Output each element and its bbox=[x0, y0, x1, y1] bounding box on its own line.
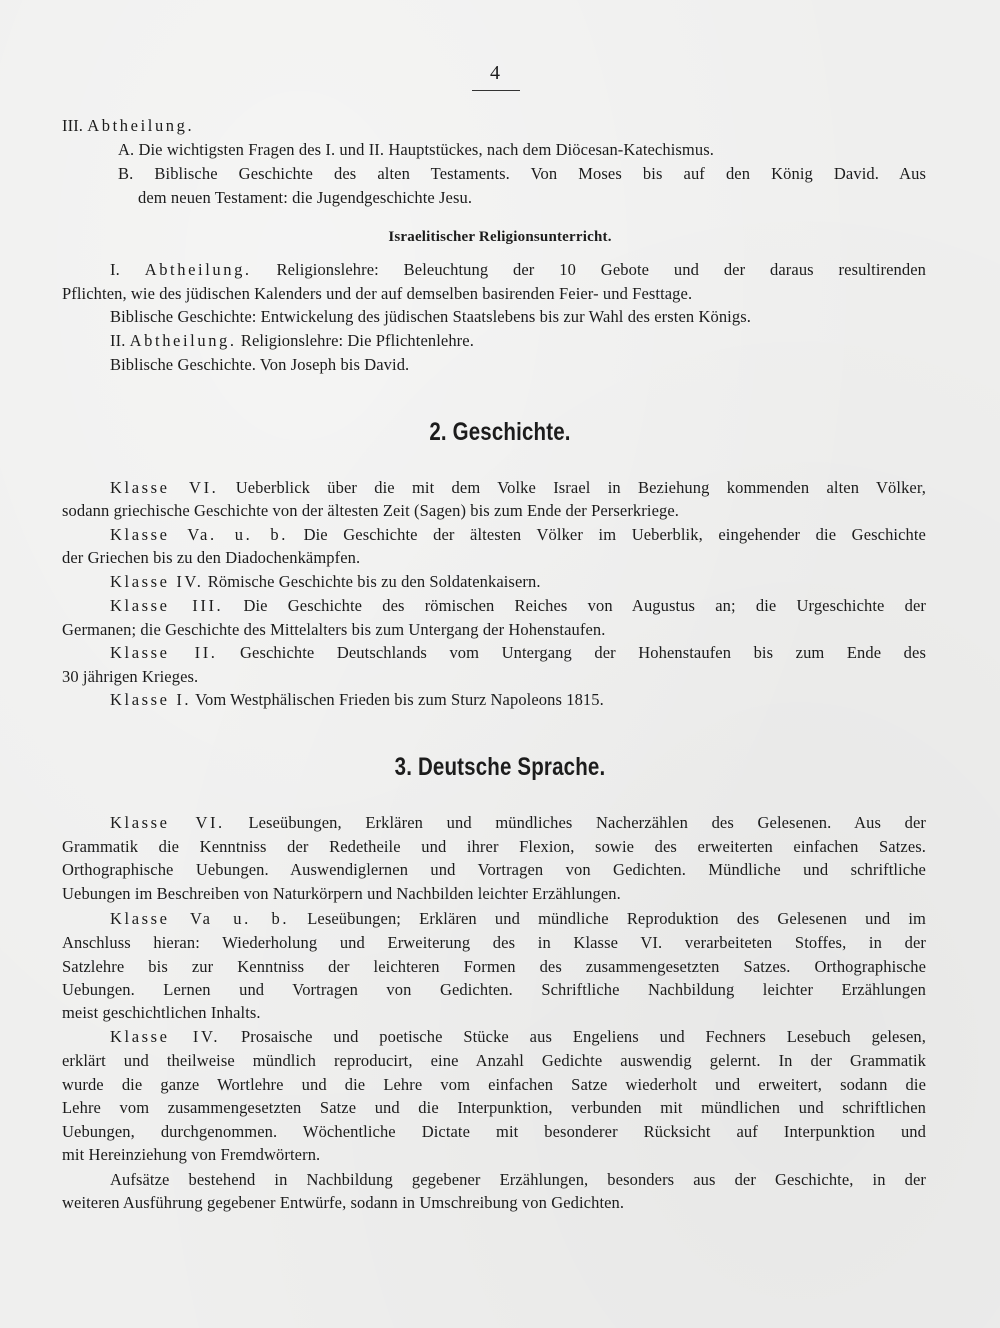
abtheilung-iii-heading bbox=[62, 116, 194, 136]
page-number-rule bbox=[472, 90, 520, 91]
abt2-word: Abtheilung. bbox=[129, 331, 237, 350]
geschichte-ii-line2: 30 jährigen Krieges. bbox=[62, 667, 199, 686]
geschichte-ii-line1 bbox=[110, 643, 926, 663]
entry-text: Römische Geschichte bis zu den Soldatenkaisern. bbox=[207, 572, 541, 591]
entry-text: Ueberblick über die mit dem Volke Israel in Beziehung kommenden alten Völker, bbox=[235, 478, 926, 497]
item-a-text: Die wichtigsten Fragen des I. und II. Hauptstückes, nach dem Diöcesan-Katechismus. bbox=[138, 140, 714, 159]
abtheilung-iii-roman: III. bbox=[62, 116, 84, 135]
klasse-label: Klasse VI. bbox=[110, 813, 225, 832]
klasse-label: Klasse I. bbox=[110, 690, 192, 709]
abtheilung-iii-item-b bbox=[118, 164, 926, 184]
entry-text: Prosaische und poetische Stücke aus Engeliens und Fechners Lesebuch gelesen, bbox=[240, 1027, 926, 1046]
israelite-abt1-line2: Pflichten, wie des jüdischen Kalenders und der auf demselben basirenden Feier- und Festtage. bbox=[62, 284, 693, 303]
geschichte-vi-line1 bbox=[110, 478, 926, 498]
geschichte-heading: 2. Geschichte. bbox=[429, 418, 571, 446]
klasse-label: Klasse VI. bbox=[110, 478, 219, 497]
abt1-word: Abtheilung. bbox=[144, 260, 252, 279]
entry-text: Geschichte Deutschlands vom Untergang der Hohenstaufen bis zum Ende des bbox=[240, 643, 926, 662]
geschichte-va-line2: der Griechen bis zu den Diadochenkämpfen. bbox=[62, 548, 361, 567]
abtheilung-iii-item-a bbox=[118, 140, 714, 160]
klasse-label: Klasse IV. bbox=[110, 572, 204, 591]
aufsaetze-line1: Aufsätze bestehend in Nachbildung gegebener Erzählungen, besonders aus der Geschichte, in der bbox=[110, 1170, 926, 1189]
entry-text: Leseübungen; Erklären und mündliche Reproduktion des Gelesenen und im bbox=[307, 909, 926, 928]
israelite-abt2-line2: Biblische Geschichte. Von Joseph bis David. bbox=[110, 355, 410, 374]
entry-text: Leseübungen, Erklären und mündliches Nacherzählen des Gelesenen. Aus der bbox=[248, 813, 926, 832]
entry-text: Die Geschichte der ältesten Völker im Ueberblik, eingehender die Geschichte bbox=[303, 525, 926, 544]
geschichte-i-line1 bbox=[110, 690, 604, 710]
deutsch-iv-line4: Lehre vom zusammengesetzten Satze und die Interpunktion, verbunden mit mündlichen und schriftlichen bbox=[62, 1098, 926, 1117]
deutsch-va-line3: Satzlehre bis zur Kenntniss der leichteren Formen des zusammengesetzten Satzes. Orthographische bbox=[62, 957, 926, 976]
geschichte-iv-line1 bbox=[110, 572, 541, 592]
item-b-marker: B. bbox=[118, 164, 134, 183]
deutsch-iv-line1 bbox=[110, 1027, 926, 1047]
geschichte-iii-line1 bbox=[110, 596, 926, 616]
abt1-roman: I. bbox=[110, 260, 120, 279]
abt1-line1-rest: Religionslehre: Beleuchtung der 10 Gebote und der daraus resultirenden bbox=[276, 260, 926, 279]
israelite-abt1-line3: Biblische Geschichte: Entwickelung des jüdischen Staatslebens bis zur Wahl des ersten Königs. bbox=[110, 307, 751, 326]
deutsch-vi-line2: Grammatik die Kenntniss der Redetheile und ihrer Flexion, sowie des erweiterten einfachen Satzes. bbox=[62, 837, 926, 856]
deutsch-iv-line5: Uebungen, durchgenommen. Wöchentliche Dictate mit besonderer Rücksicht auf Interpunktion und bbox=[62, 1122, 926, 1141]
deutsch-va-line2: Anschluss hieran: Wiederholung und Erweiterung des in Klasse VI. verarbeiteten Stoffes, in der bbox=[62, 933, 926, 952]
israelite-abt2-line1 bbox=[110, 331, 474, 351]
klasse-label: Klasse Va u. b. bbox=[110, 909, 290, 928]
entry-text: Die Geschichte des römischen Reiches von Augustus an; die Urgeschichte der bbox=[243, 596, 927, 615]
abtheilung-iii-word: Abtheilung. bbox=[87, 116, 195, 135]
deutsch-vi-line1 bbox=[110, 813, 926, 833]
klasse-label: Klasse Va. u. b. bbox=[110, 525, 288, 544]
deutsch-va-line1 bbox=[110, 909, 926, 929]
item-a-marker: A. bbox=[118, 140, 135, 159]
deutsch-vi-line3: Orthographische Uebungen. Auswendiglernen und Vortragen von Gedichten. Mündliche und schriftliche bbox=[62, 860, 926, 879]
deutsch-iv-line3: wurde die ganze Wortlehre und die Lehre vom einfachen Satze wiederholt und erweitert, sodann die bbox=[62, 1075, 926, 1094]
item-b-line1: Biblische Geschichte des alten Testaments. Von Moses bis auf den König David. Aus bbox=[154, 164, 926, 183]
deutsch-iv-line2: erklärt und theilweise mündlich reproducirt, eine Anzahl Gedichte auswendig gelernt. In der Grammatik bbox=[62, 1051, 926, 1070]
geschichte-va-line1 bbox=[110, 525, 926, 545]
deutsch-va-line5: meist geschichtlichen Inhalts. bbox=[62, 1003, 261, 1022]
geschichte-iii-line2: Germanen; die Geschichte des Mittelalters bis zum Untergang der Hohenstaufen. bbox=[62, 620, 606, 639]
klasse-label: Klasse II. bbox=[110, 643, 218, 662]
entry-text: Vom Westphälischen Frieden bis zum Sturz Napoleons 1815. bbox=[195, 690, 604, 709]
deutsch-vi-line4: Uebungen im Beschreiben von Naturkörpern und Nachbilden leichter Erzählungen. bbox=[62, 884, 621, 903]
item-b-line2: dem neuen Testament: die Jugendgeschichte Jesu. bbox=[138, 188, 473, 207]
abt2-line1-rest: Religionslehre: Die Pflichtenlehre. bbox=[240, 331, 474, 350]
page-number: 4 bbox=[490, 62, 500, 84]
israelite-heading: Israelitischer Religionsunterricht. bbox=[388, 229, 612, 245]
aufsaetze-line2: weiteren Ausführung gegebener Entwürfe, sodann in Umschreibung von Gedichten. bbox=[62, 1193, 625, 1212]
klasse-label: Klasse IV. bbox=[110, 1027, 221, 1046]
geschichte-vi-line2: sodann griechische Geschichte von der ältesten Zeit (Sagen) bis zum Ende der Perserkriege. bbox=[62, 501, 679, 520]
deutsch-iv-line6: mit Hereinziehung von Fremdwörtern. bbox=[62, 1145, 321, 1164]
klasse-label: Klasse III. bbox=[110, 596, 224, 615]
deutsche-sprache-heading: 3. Deutsche Sprache. bbox=[394, 753, 606, 781]
deutsch-va-line4: Uebungen. Lernen und Vortragen von Gedichten. Schriftliche Nachbildung leichter Erzählungen bbox=[62, 980, 926, 999]
israelite-abt1-line1 bbox=[110, 260, 926, 280]
abt2-roman: II. bbox=[110, 331, 126, 350]
